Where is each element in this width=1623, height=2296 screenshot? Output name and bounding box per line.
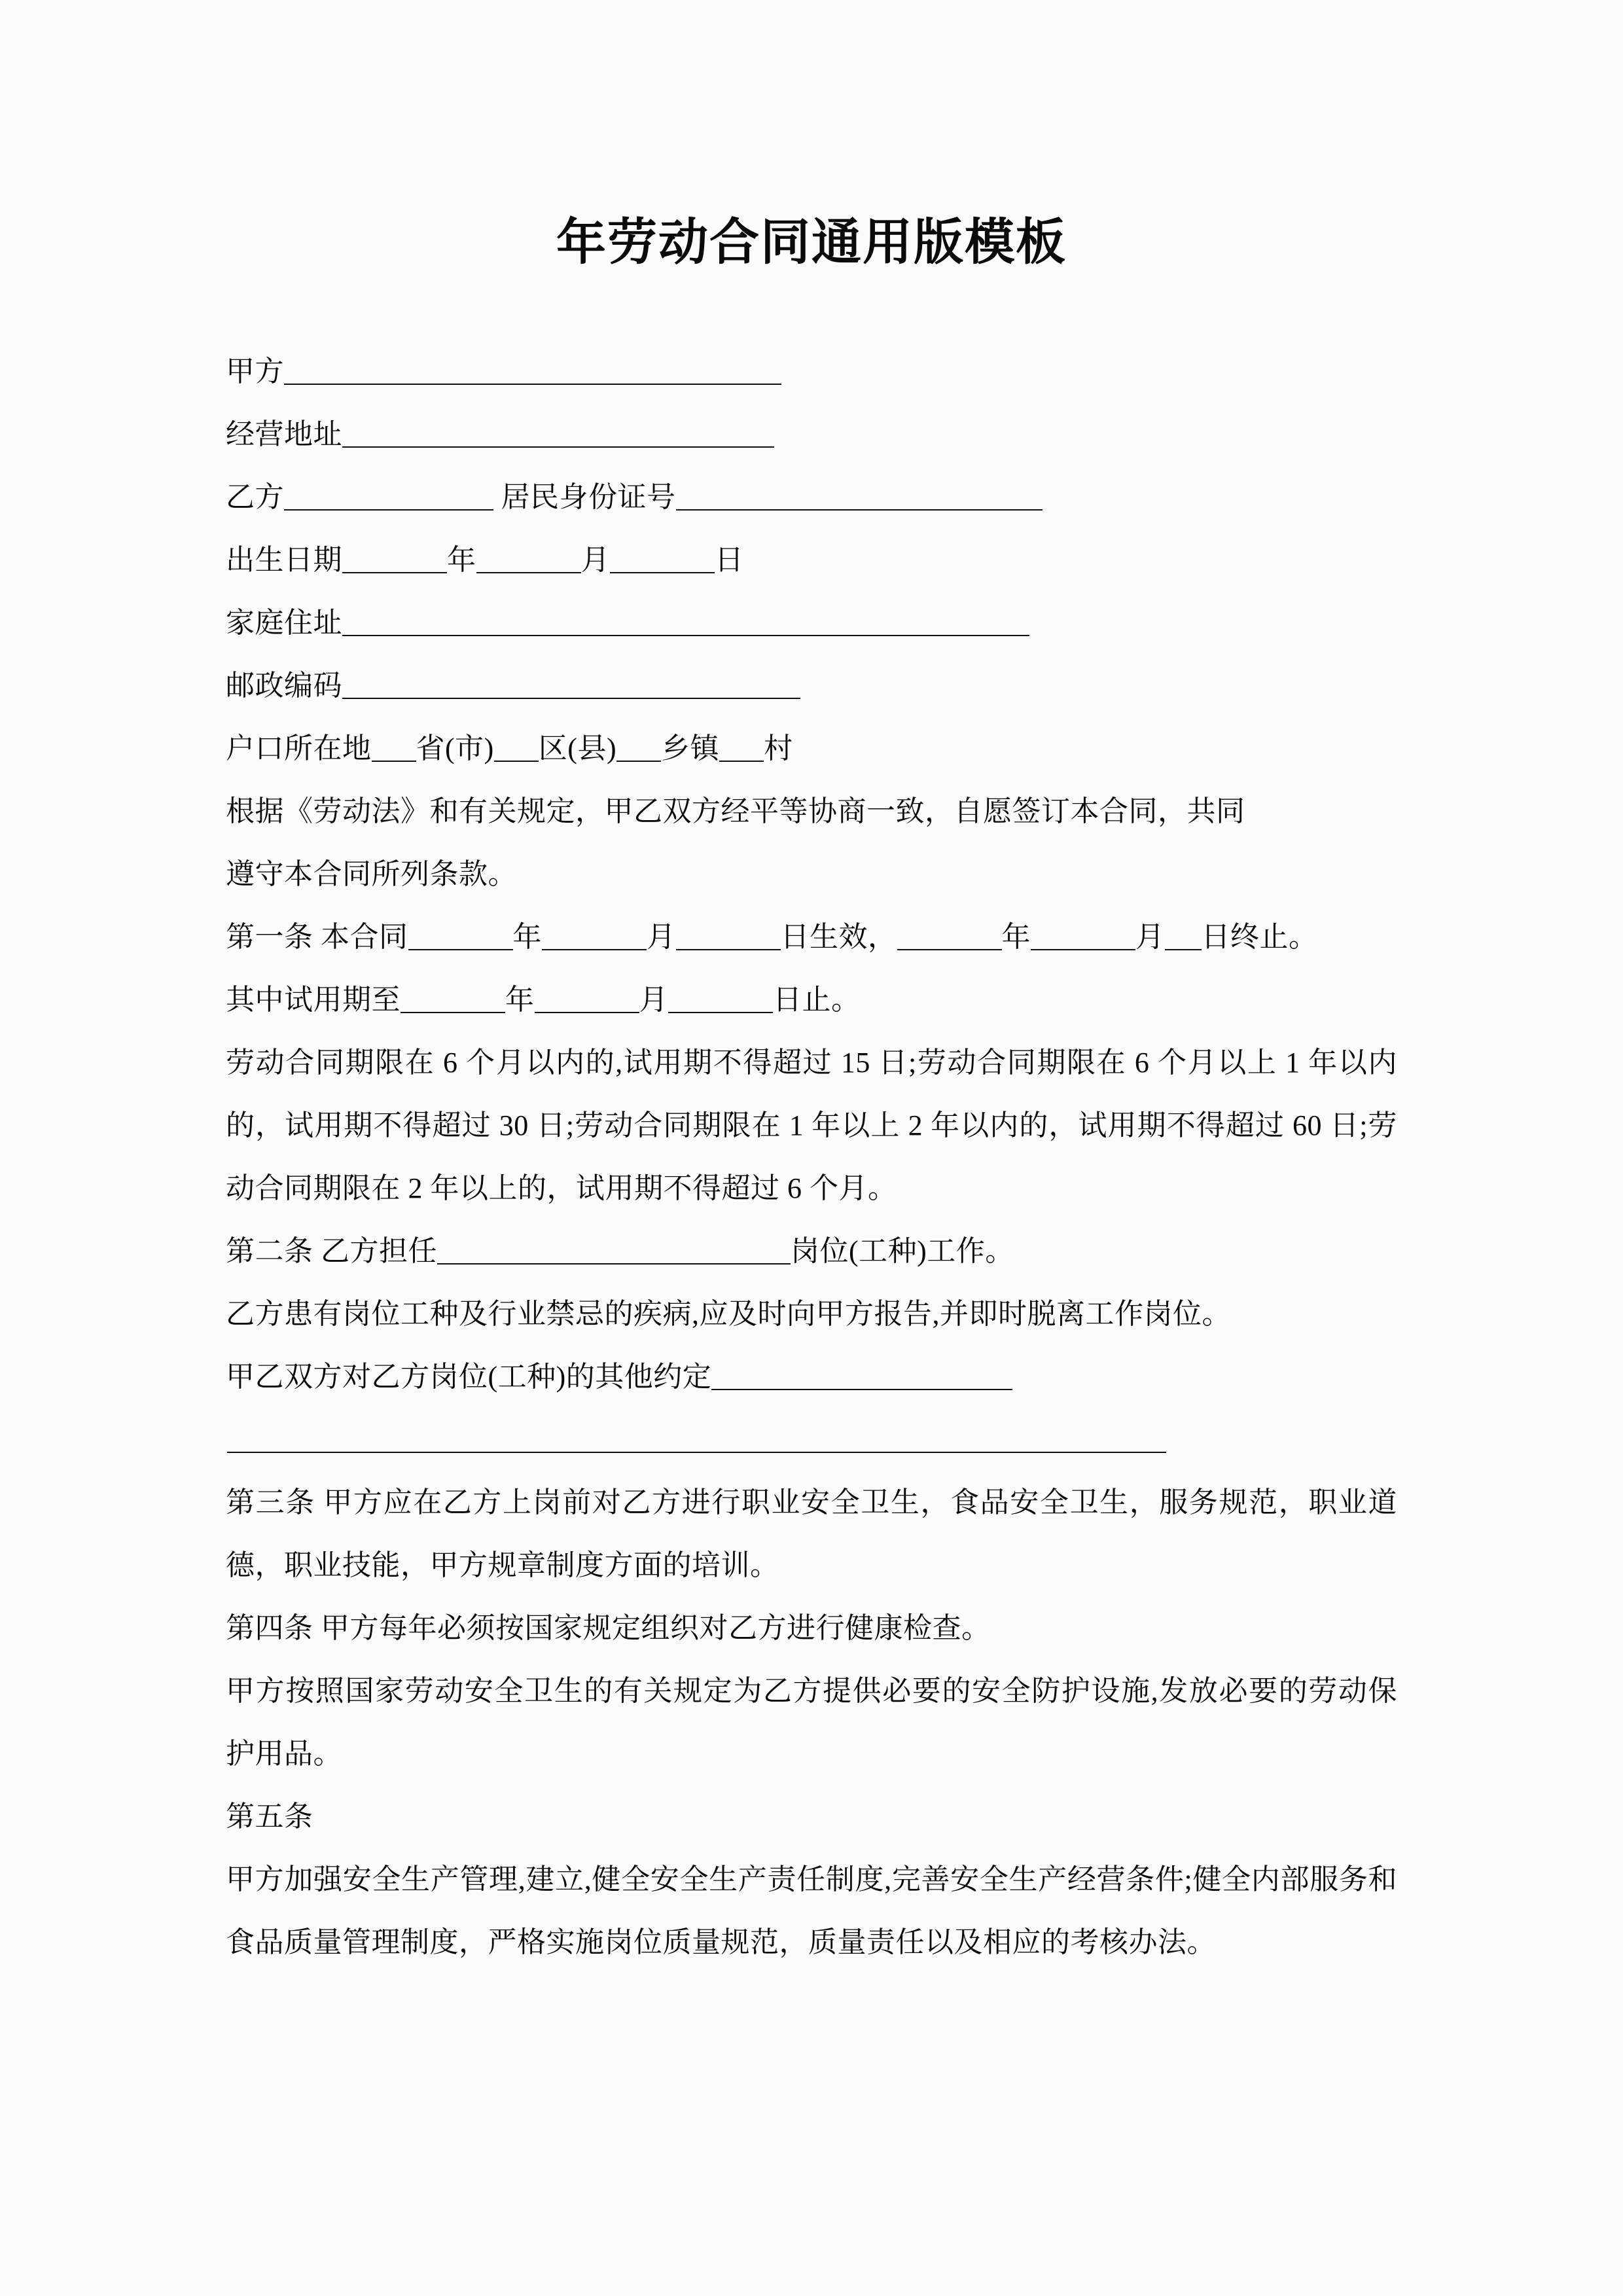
article-5-paragraph: 甲方加强安全生产管理,建立,健全安全生产责任制度,完善安全生产经营条件;健全内部服务和食品质量管理制度，严格实施岗位质量规范，质量责任以及相应的考核办法。 [226,1863,1397,1958]
field-id-number-blank[interactable] [676,482,1043,511]
article-2-other-continuation-rule[interactable] [226,1408,1397,1471]
article-1-start-year-blank[interactable] [408,922,513,950]
field-household-label: 户口所在地 [226,732,372,764]
household-village-unit: 村 [764,732,793,764]
field-household-row [226,717,1397,780]
field-household-village-blank[interactable] [719,733,764,762]
article-1-heading: 第一条 [226,921,313,953]
article-3-paragraph [226,1471,1397,1597]
page-title: 年劳动合同通用版模板 [556,215,1067,270]
article-4-extra-paragraph: 甲方按照国家劳动安全卫生的有关规定为乙方提供必要的安全防护设施,发放必要的劳动保护用品。 [226,1675,1397,1770]
article-4-text: 甲方每年必须按国家规定组织对乙方进行健康检查。 [321,1612,991,1644]
field-party-b-blank[interactable] [284,482,493,511]
article-2-health-line: 乙方患有岗位工种及行业禁忌的疾病,应及时向甲方报告,并即时脱离工作岗位。 [226,1298,1231,1330]
household-district-unit: 区(县) [538,732,617,764]
a1-month-1: 月 [647,921,676,953]
field-id-number-label: 居民身份证号 [501,481,676,513]
field-birth-date-row [226,529,1397,592]
article-1-start-day-blank[interactable] [676,922,781,950]
field-party-a-blank[interactable] [284,356,781,385]
article-3-text: 甲方应在乙方上岗前对乙方进行职业安全卫生，食品安全卫生，服务规范，职业道德，职业技能，甲方规章制度方面的培训。 [226,1486,1398,1581]
a1-month-2: 月 [1135,921,1165,953]
field-home-address-blank[interactable] [342,607,1029,636]
article-2-text-a: 乙方担任 [321,1235,437,1267]
birth-year-unit: 年 [447,544,476,576]
article-4-heading: 第四条 [226,1612,313,1644]
probation-day-blank[interactable] [668,984,773,1013]
article-4-line [226,1597,1397,1660]
field-birth-month-blank[interactable] [476,545,581,573]
article-2-other-blank[interactable] [711,1361,1012,1390]
preamble-line-1: 根据《劳动法》和有关规定，甲乙双方经平等协商一致，自愿签订本合同，共同 [226,795,1245,827]
probation-until-line [226,969,1397,1031]
field-party-b-row [226,466,1397,529]
field-party-a [226,340,1397,403]
field-business-address-blank[interactable] [342,419,774,448]
continuation-rule-bar [227,1452,1166,1453]
field-business-address [226,403,1397,466]
field-home-address-label: 家庭住址 [226,607,342,639]
article-2-line [226,1220,1397,1283]
field-postal-code-blank[interactable] [342,670,800,699]
field-birth-date-label: 出生日期 [226,544,342,576]
a1-year-1: 年 [512,921,542,953]
field-postal-code [226,655,1397,717]
birth-month-unit: 月 [580,544,610,576]
article-2-other-label: 甲乙双方对乙方岗位(工种)的其他约定 [226,1361,712,1393]
field-household-province-blank[interactable] [372,733,416,762]
field-home-address [226,592,1397,655]
article-1-text-a: 本合同 [321,921,408,953]
article-1-text-c: 日终止。 [1201,921,1318,953]
article-5-line: 第五条 [226,1801,313,1833]
a1-year-2: 年 [1001,921,1031,953]
contract-content [226,340,1397,1974]
probation-rule-paragraph: 劳动合同期限在 6 个月以内的,试用期不得超过 15 日;劳动合同期限在 6 个月以上 1 年以内的，试用期不得超过 30 日;劳动合同期限在 1 年以上 2 年以内的，试用期不得超过 60 日;劳动合同期限在 2 年以上的，试用期不得超过 6 个月。 [226,1047,1397,1204]
probation-until-suffix: 日止。 [773,984,861,1016]
probation-year-unit: 年 [505,984,535,1016]
article-3-heading: 第三条 [226,1486,315,1518]
household-township-unit: 乡镇 [661,732,720,764]
article-1-text-b: 日生效， [780,921,897,953]
article-1-end-day-blank[interactable] [1165,922,1202,950]
probation-month-unit: 月 [639,984,668,1016]
field-birth-day-blank[interactable] [610,545,715,573]
preamble-line-2: 遵守本合同所列条款。 [226,858,517,890]
article-2-other-line [226,1346,1397,1408]
field-party-a-label: 甲方 [226,355,284,387]
article-1-line [226,906,1397,969]
probation-month-blank[interactable] [535,984,639,1013]
article-2-heading: 第二条 [226,1235,313,1267]
article-1-start-month-blank[interactable] [542,922,647,950]
field-postal-code-label: 邮政编码 [226,670,342,702]
field-business-address-label: 经营地址 [226,418,342,450]
field-birth-year-blank[interactable] [342,545,447,573]
article-2-position-blank[interactable] [437,1236,791,1265]
birth-day-unit: 日 [715,544,744,576]
article-1-end-year-blank[interactable] [897,922,1002,950]
probation-until-label: 其中试用期至 [226,984,401,1016]
household-province-unit: 省(市) [416,732,494,764]
field-party-b-label: 乙方 [226,481,284,513]
field-household-township-blank[interactable] [616,733,661,762]
article-2-text-b: 岗位(工种)工作。 [791,1235,1014,1267]
article-1-end-month-blank[interactable] [1031,922,1135,950]
field-household-district-blank[interactable] [494,733,539,762]
probation-year-blank[interactable] [401,984,505,1013]
